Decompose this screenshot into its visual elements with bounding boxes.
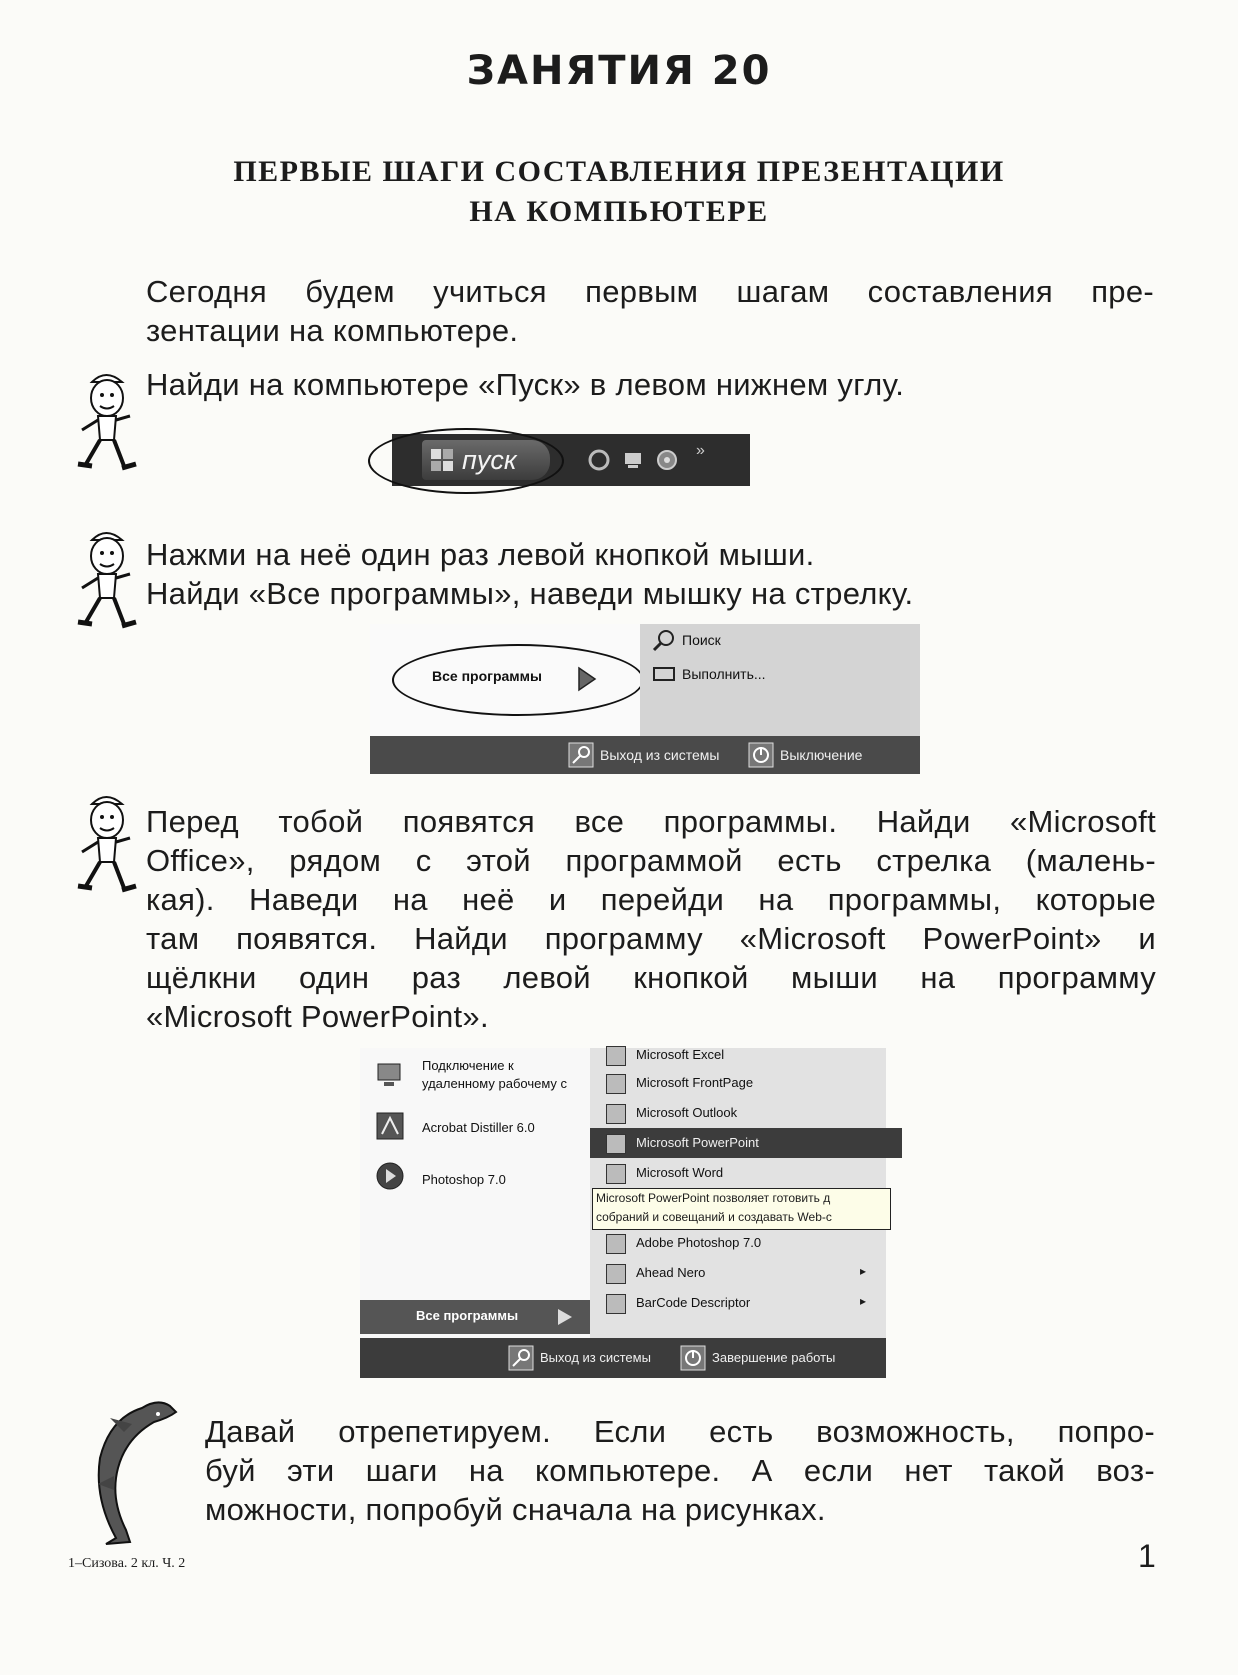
run-icon (652, 664, 676, 684)
menu-item-barcode[interactable] (606, 1288, 750, 1318)
start-menu-footer (360, 1338, 886, 1378)
start-button-label: пуск (462, 445, 517, 475)
word-icon (606, 1164, 626, 1184)
media-icon[interactable] (656, 449, 678, 471)
menu-item-photoshop[interactable] (606, 1228, 761, 1258)
mascot-boy-icon (72, 526, 142, 636)
menu-item-label: Adobe Photoshop 7.0 (636, 1235, 762, 1250)
subtitle-line-1: ПЕРВЫЕ ШАГИ СОСТАВЛЕНИЯ ПРЕЗЕНТАЦИИ (233, 155, 1005, 188)
step4-line-1: Давай отрепетируем. Если есть возможность, попро- (205, 1414, 1155, 1449)
remote-desktop-icon (374, 1060, 406, 1092)
search-menu-item[interactable]: Поиск (682, 632, 721, 648)
step3-line-2: Office», рядом с этой программой есть стрелка (малень- (146, 843, 1156, 878)
folder-icon (606, 1294, 626, 1314)
step3-line-1: Перед тобой появятся все программы. Найди «Microsoft (146, 804, 1156, 839)
remote-desktop-line-1[interactable]: Подключение к (422, 1058, 514, 1073)
powerpoint-tooltip (592, 1188, 891, 1230)
step4-line-2: буй эти шаги на компьютере. А если нет такой воз- (205, 1453, 1155, 1488)
intro-line-1: Сегодня будем учиться первым шагам составления пре- (146, 274, 1154, 309)
logoff-button[interactable]: Выход из системы (600, 747, 720, 763)
step2-line-2: Найди «Все программы», наведи мышку на стрелку. (146, 576, 914, 611)
step3-line-3: кая). Наведи на неё и перейди на программы, которые (146, 882, 1156, 917)
step1-paragraph (146, 365, 1154, 404)
highlight-oval (368, 428, 564, 494)
photoshop-icon (606, 1234, 626, 1254)
lesson-subtitle (0, 152, 1238, 232)
tooltip-line-2: собраний и совещаний и создавать Web-с (596, 1210, 832, 1224)
key-icon (508, 1345, 534, 1371)
all-programs-label[interactable]: Все программы (432, 668, 542, 684)
menu-item-label: BarCode Descriptor (636, 1295, 751, 1310)
run-menu-item[interactable]: Выполнить... (682, 666, 766, 682)
acrobat-icon (374, 1110, 406, 1142)
menu-item-label: Microsoft PowerPoint (636, 1135, 759, 1150)
menu-item-nero[interactable] (606, 1258, 705, 1288)
search-icon (652, 628, 676, 652)
menu-item-outlook[interactable] (606, 1098, 737, 1128)
frontpage-icon (606, 1074, 626, 1094)
step1-line-1: Найди на компьютере «Пуск» в левом нижнем углу. (146, 367, 905, 402)
shutdown-button[interactable]: Завершение работы (712, 1350, 836, 1365)
mascot-boy-icon (72, 790, 142, 900)
menu-item-label: Microsoft Excel (636, 1047, 725, 1062)
menu-item-excel[interactable] (606, 1040, 724, 1070)
menu-item-label: Microsoft Word (636, 1165, 724, 1180)
step3-paragraph (146, 802, 1156, 1036)
taskbar-screenshot (392, 434, 750, 486)
footer-imprint: 1–Сизова. 2 кл. Ч. 2 (68, 1556, 186, 1571)
key-icon (568, 742, 594, 768)
browser-icon[interactable] (588, 449, 610, 471)
photoshop-item[interactable]: Photoshop 7.0 (422, 1172, 506, 1187)
intro-line-2: зентации на компьютере. (146, 313, 519, 348)
all-programs-button[interactable] (360, 1300, 590, 1334)
tooltip-line-1: Microsoft PowerPoint позволяет готовить д (596, 1191, 831, 1205)
menu-item-label: Microsoft Outlook (636, 1105, 738, 1120)
subtitle-line-2: НА КОМПЬЮТЕРЕ (469, 195, 769, 228)
page-number: 1 (1138, 1538, 1156, 1574)
power-icon (748, 742, 774, 768)
page-title: ЗАНЯТИЯ 20 (466, 48, 772, 94)
submenu-arrow-icon: ▸ (860, 1264, 867, 1278)
start-menu-footer (370, 736, 920, 774)
step3-line-5: щёлкни один раз левой кнопкой мыши на программу (146, 960, 1156, 995)
dolphin-icon (70, 1398, 182, 1548)
remote-desktop-line-2[interactable]: удаленному рабочему с (422, 1076, 568, 1091)
mascot-boy-icon (72, 368, 142, 478)
menu-item-label: Microsoft FrontPage (636, 1075, 754, 1090)
menu-item-word[interactable] (606, 1158, 723, 1188)
desktop-icon[interactable] (622, 449, 644, 471)
photoshop-icon (374, 1160, 406, 1192)
step3-line-4: там появятся. Найди программу «Microsoft PowerPoint» и (146, 921, 1156, 956)
step2-line-1: Нажми на неё один раз левой кнопкой мыши. (146, 537, 815, 572)
intro-paragraph (146, 272, 1154, 350)
step4-line-3: можности, попробуй сначала на рисунках. (205, 1492, 826, 1527)
arrow-right-icon[interactable] (576, 666, 598, 692)
powerpoint-icon (606, 1134, 626, 1154)
menu-item-powerpoint[interactable] (590, 1128, 902, 1158)
logoff-button[interactable]: Выход из системы (540, 1350, 651, 1365)
step3-line-6: «Microsoft PowerPoint». (146, 999, 489, 1034)
excel-icon (606, 1046, 626, 1066)
start-menu-right-pane (640, 624, 920, 736)
arrow-right-icon (556, 1307, 574, 1327)
submenu-arrow-icon: ▸ (860, 1294, 867, 1308)
outlook-icon (606, 1104, 626, 1124)
start-menu-left-pane (360, 1048, 590, 1338)
all-programs-label: Все программы (416, 1308, 519, 1323)
step2-paragraph (146, 535, 1154, 613)
power-icon (680, 1345, 706, 1371)
folder-icon (606, 1264, 626, 1284)
all-programs-screenshot (360, 1048, 886, 1378)
shutdown-button[interactable]: Выключение (780, 747, 863, 763)
step4-paragraph (205, 1412, 1155, 1529)
menu-item-frontpage[interactable] (606, 1068, 753, 1098)
menu-item-label: Ahead Nero (636, 1265, 706, 1280)
start-menu-screenshot (370, 624, 920, 774)
taskbar-more[interactable]: » (696, 442, 705, 459)
start-menu-left-pane (370, 624, 640, 736)
acrobat-distiller-item[interactable]: Acrobat Distiller 6.0 (422, 1120, 535, 1135)
